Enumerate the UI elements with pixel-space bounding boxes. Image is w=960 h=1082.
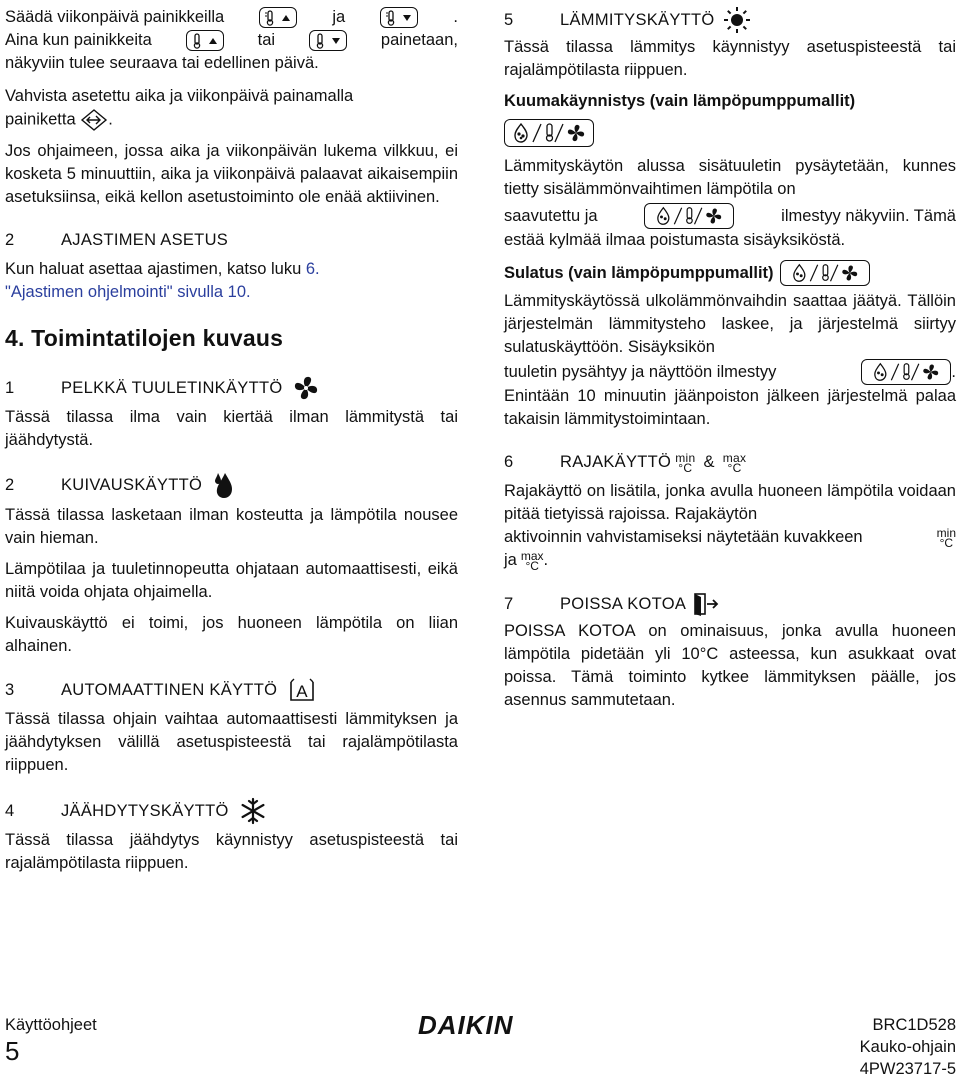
hot-start-inline-icon	[644, 203, 734, 229]
page-number: 5	[5, 1036, 20, 1066]
right-column	[504, 0, 956, 712]
section-7-heading: 7 POISSA KOTOA	[504, 592, 956, 616]
defrost-text: Lämmityskäytössä ulkolämmönvaihdin saattaa jäätyä. Tällöin järjestelmän lämmitysteho laskee, ja järjestelmä siirtyy sulatuskäyttöön. Sisäyksikön tuuletin pysähtyy ja näyttöön ilmestyy . Enintään 10 minuutin jäänpoiston jälkeen järjestelmä palaa takaisin lämmitystoimintaan.	[504, 292, 956, 428]
dry-text-2: Lämpötilaa ja tuuletinnopeutta ohjataan automaattisesti, eikä niitä voida ohjata ohjaimella.	[5, 560, 458, 601]
section-1-heading: 1 PELKKÄ TUULETINKÄYTTÖ	[5, 374, 458, 402]
defrost-icon	[780, 260, 870, 286]
fan-text: Tässä tilassa ilma vain kiertää ilman lämmitystä tai jäähdytystä.	[5, 408, 458, 449]
doc-code: 4PW23717-5	[859, 1060, 956, 1078]
thermometer-up-icon	[186, 30, 224, 51]
snowflake-icon	[239, 797, 267, 825]
min-temp-inline-icon: min °C	[936, 525, 956, 550]
footer-right	[860, 1014, 956, 1080]
limit-text: Rajakäyttö on lisätila, jonka avulla huoneen lämpötila voidaan pitää tietyissä rajoissa. Rajakäytön aktivoinnin vahvistamiseksi näytetään kuvakkeen min °C ja max °C .	[504, 482, 956, 573]
confirm-arrow-icon	[80, 108, 108, 132]
model-number: BRC1D528	[872, 1016, 956, 1034]
section-6-heading: 6 RAJAKÄYTTÖ min °C & max °C	[504, 450, 747, 475]
auto-text: Tässä tilassa ohjain vaihtaa automaattisesti lämmityksen ja jäähdytyksen välillä asetuspisteestä tai rajalämpötilasta riippuen.	[5, 710, 458, 774]
link-chapter-6[interactable]: 6.	[305, 260, 320, 278]
left-column	[5, 0, 458, 875]
section-4-heading: 4 JÄÄHDYTYSKÄYTTÖ	[5, 797, 458, 825]
auto-mode-icon: A	[287, 676, 317, 704]
hot-start-icon	[504, 119, 956, 147]
water-drop-icon	[212, 470, 234, 500]
link-timer-programming[interactable]: "Ajastimen ohjelmointi" sivulla 10.	[5, 283, 251, 301]
product-name: Kauko-ohjain	[859, 1038, 956, 1056]
dry-text-1: Tässä tilassa lasketaan ilman kosteutta ja lämpötila nousee vain hieman.	[5, 506, 458, 547]
timeout-paragraph: Jos ohjaimeen, jossa aika ja viikonpäivän lukema vilkkuu, ei kosketa 5 minuuttiin, aika ja viikonpäivä palaavat aikaisempiin asetuksiinsa, eikä kellon asetustoiminto ole enää aktiivinen.	[5, 142, 458, 206]
section-2-dry-heading: 2 KUIVAUSKÄYTTÖ	[5, 470, 458, 500]
sun-icon	[723, 6, 751, 34]
min-temp-icon: min °C	[675, 450, 696, 475]
heat-text: Tässä tilassa lämmitys käynnistyy asetuspisteestä tai rajalämpötilasta riippuen.	[504, 38, 956, 79]
confirm-paragraph: Vahvista asetettu aika ja viikonpäivä painamalla painiketta .	[5, 85, 458, 132]
cool-text: Tässä tilassa jäähdytys käynnistyy asetuspisteestä tai rajalämpötilasta riippuen.	[5, 831, 458, 872]
thermometer-up-icon	[259, 7, 297, 28]
hot-start-title: Kuumakäynnistys (vain lämpöpumppumallit)	[504, 92, 856, 110]
hot-start-text: Lämmityskäytön alussa sisätuuletin pysäytetään, kunnes tietty sisälämmönvaihtimen lämpötila on saavutettu ja ilmestyy näkyviin. Tämä estää kylmää ilmaa poistumasta sisäyksiköstä.	[504, 157, 956, 249]
doc-type: Käyttöohjeet	[5, 1016, 97, 1034]
section-3-heading: 3 AUTOMAATTINEN KÄYTTÖ A	[5, 676, 458, 704]
fan-icon	[292, 374, 320, 402]
max-temp-icon: max °C	[722, 450, 747, 475]
day-set-paragraph: Säädä viikonpäivä painikkeilla ja . Aina kun painikkeita tai painetaan, näkyviin tulee seuraava tai edellinen päivä.	[5, 8, 458, 72]
footer-left	[5, 1014, 97, 1066]
section-2-heading: 2 AJASTIMEN ASETUS	[5, 231, 229, 249]
max-temp-inline-icon: max °C	[520, 548, 544, 573]
daikin-logo: DAIKIN	[418, 1010, 514, 1040]
away-door-icon	[692, 592, 720, 616]
thermometer-down-icon	[309, 30, 347, 51]
section-5-heading: 5 LÄMMITYSKÄYTTÖ	[504, 6, 956, 34]
defrost-title-row: Sulatus (vain lämpöpumppumallit)	[504, 260, 956, 286]
timer-paragraph: Kun haluat asettaa ajastimen, katso luku 6. "Ajastimen ohjelmointi" sivulla 10.	[5, 260, 320, 301]
chapter-title: 4. Toimintatilojen kuvaus	[5, 325, 284, 351]
defrost-inline-icon	[861, 359, 951, 385]
dry-text-3: Kuivauskäyttö ei toimi, jos huoneen lämpötila on liian alhainen.	[5, 614, 458, 655]
away-text: POISSA KOTOA on ominaisuus, jonka avulla huoneen lämpötila pidetään yli 10°C asteessa, kun asukkaat ovat poissa. Tämä toiminto kytkee lämmityksen päälle, jos asennus sammutetaan.	[504, 622, 956, 709]
thermometer-down-icon	[380, 7, 418, 28]
